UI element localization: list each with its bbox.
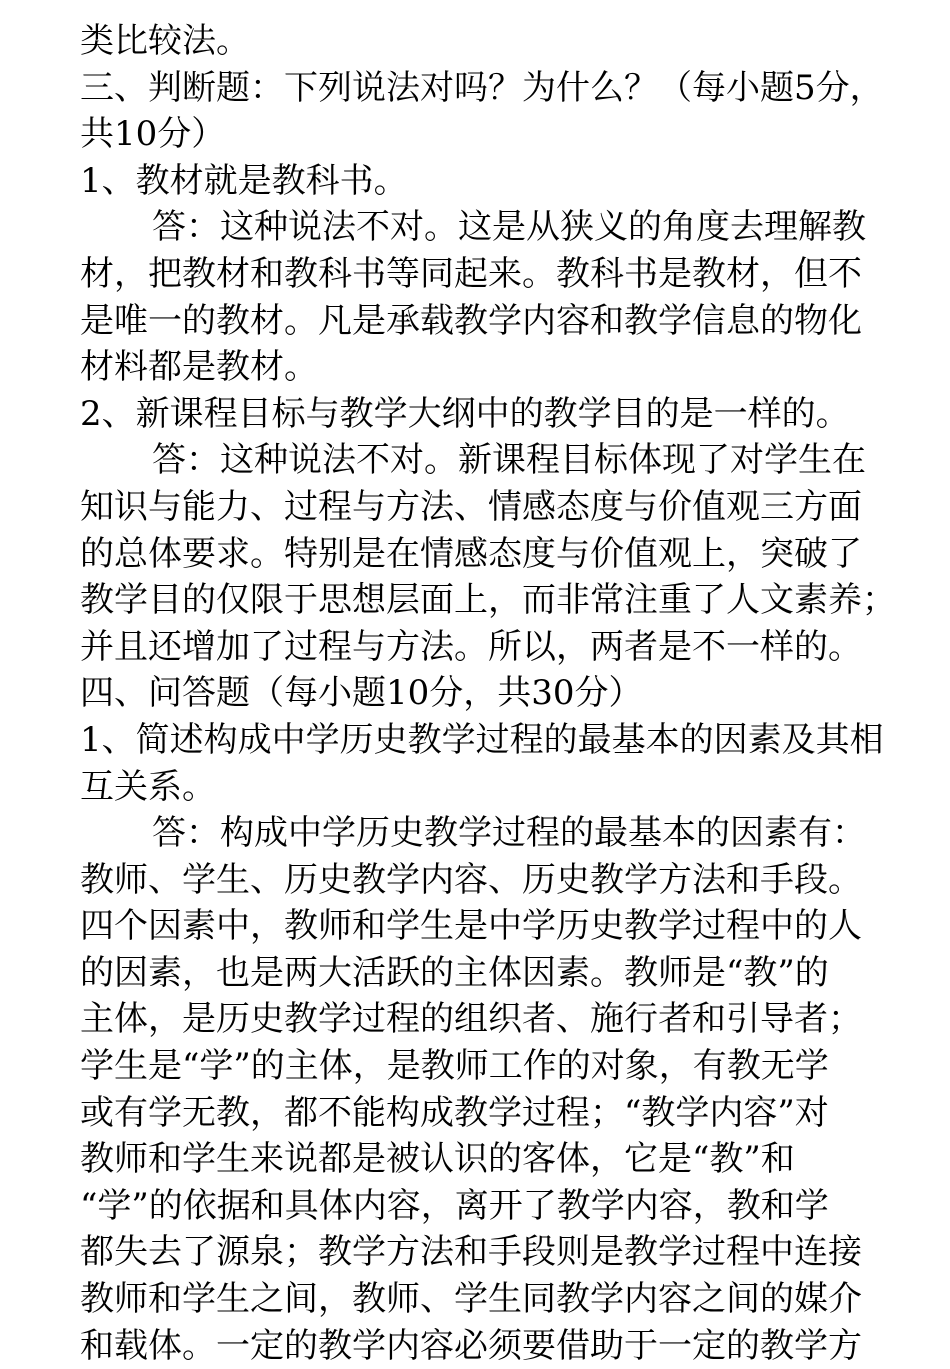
document-page (80, 18, 896, 1369)
text-line: 和载体。一定的教学内容必须要借助于一定的教学方 (80, 1325, 862, 1366)
text-line: 共10分） (80, 114, 226, 155)
text-line: 材料都是教材。 (80, 347, 318, 388)
answer-line: 答：这种说法不对。新课程目标体现了对学生在 (152, 440, 866, 481)
text-line: 四个因素中，教师和学生是中学历史教学过程中的人 (80, 906, 862, 947)
text-line: 材，把教材和教科书等同起来。教科书是教材，但不 (80, 253, 862, 294)
text-line: 教师、学生、历史教学内容、历史教学方法和手段。 (80, 859, 862, 900)
text-line: 互关系。 (80, 766, 216, 807)
text-line: 教师和学生来说都是被认识的客体，它是“教”和 (80, 1139, 795, 1180)
text-line: “学”的依据和具体内容，离开了教学内容，教和学 (80, 1185, 829, 1226)
text-line: 主体，是历史教学过程的组织者、施行者和引导者； (80, 999, 862, 1040)
answer-line: 答：这种说法不对。这是从狭义的角度去理解教 (152, 207, 866, 248)
text-line: 教师和学生之间，教师、学生同教学内容之间的媒介 (80, 1279, 862, 1320)
text-line: 是唯一的教材。凡是承载教学内容和教学信息的物化 (80, 300, 862, 341)
question-1: 1、简述构成中学历史教学过程的最基本的因素及其相 (80, 719, 884, 760)
text-line: 教学目的仅限于思想层面上，而非常注重了人文素养； (80, 580, 896, 621)
text-line: 学生是“学”的主体，是教师工作的对象，有教无学 (80, 1046, 829, 1087)
text-line: 都失去了源泉；教学方法和手段则是教学过程中连接 (80, 1232, 862, 1273)
text-line: 的总体要求。特别是在情感态度与价值观上，突破了 (80, 533, 862, 574)
text-line: 类比较法。 (80, 21, 250, 61)
text-line: 知识与能力、过程与方法、情感态度与价值观三方面 (80, 486, 862, 527)
text-line: 或有学无教，都不能构成教学过程；“教学内容”对 (80, 1092, 829, 1133)
question-1: 1、教材就是教科书。 (80, 160, 408, 201)
section-heading-qa: 四、问答题（每小题10分，共30分） (80, 673, 643, 714)
section-heading-judgment: 三、判断题：下列说法对吗？为什么？（每小题5分， (80, 67, 884, 108)
question-2: 2、新课程目标与教学大纲中的教学目的是一样的。 (80, 393, 850, 434)
answer-line: 答：构成中学历史教学过程的最基本的因素有： (152, 813, 866, 854)
text-line: 的因素，也是两大活跃的主体因素。教师是“教”的 (80, 952, 829, 993)
text-line: 并且还增加了过程与方法。所以，两者是不一样的。 (80, 626, 862, 667)
